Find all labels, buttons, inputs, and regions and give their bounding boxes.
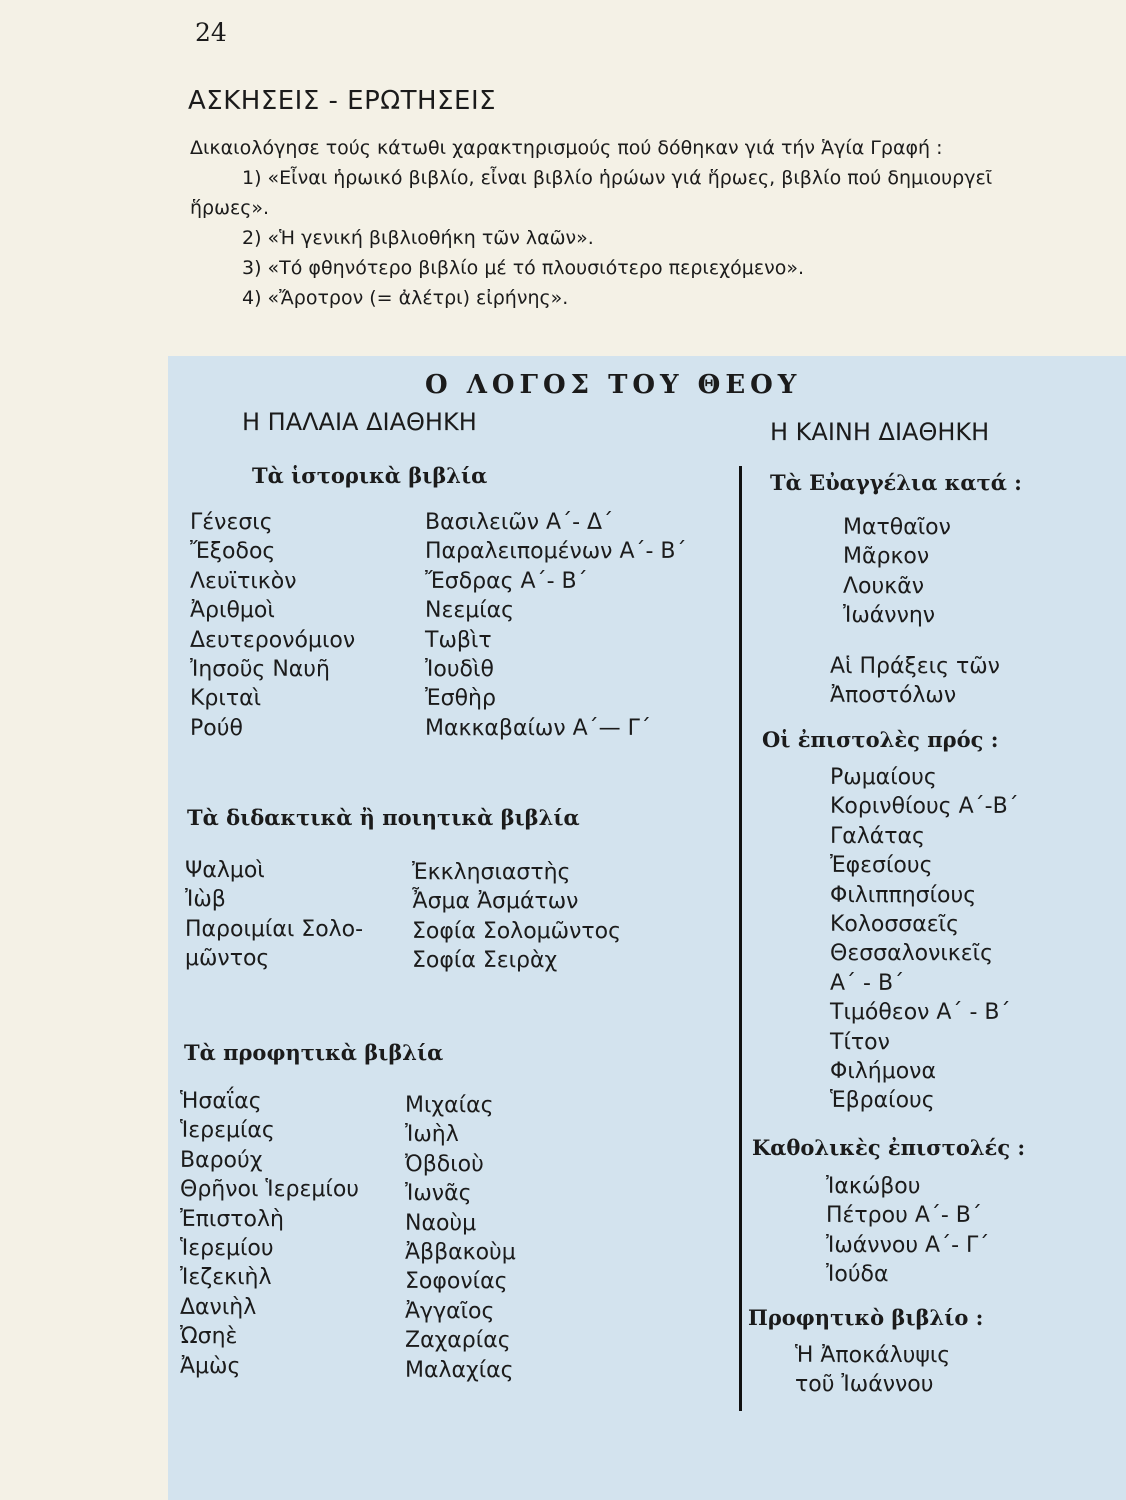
epistle: Φιλιππησίους (830, 882, 977, 908)
didactic-book: Παροιμίαι Σολο- (185, 916, 364, 942)
gospels-label: Τὰ Εὐαγγέλια κατά : (770, 470, 1022, 495)
prophetic-book: Σοφονίας (405, 1269, 508, 1295)
catholic-epistle: Ἰωάννου Α΄- Γ΄ (826, 1232, 990, 1258)
catholic-epistle: Πέτρου Α΄- Β΄ (826, 1203, 982, 1229)
old-testament-title: Η ΠΑΛΑΙΑ ΔΙΑΘΗΚΗ (242, 408, 477, 436)
column-divider (739, 466, 742, 1411)
prophetic-book: Ἐπιστολὴ (180, 1206, 284, 1232)
prophetic-books-label: Τὰ προφητικὰ βιβλία (184, 1040, 444, 1065)
exercises-text (190, 133, 1050, 313)
prophetic-book-line: τοῦ Ἰωάννου (795, 1372, 934, 1398)
prophetic-book: Ἱερεμίου (180, 1235, 274, 1261)
prophetic-book: Ναοὺμ (405, 1210, 477, 1236)
epistle: Κορινθίους Α΄-Β΄ (830, 794, 1019, 820)
historical-book: Ἐσθὴρ (425, 686, 496, 712)
prophetic-book: Ζαχαρίας (405, 1328, 511, 1354)
didactic-book: Ἆσμα Ἀσμάτων (412, 889, 579, 915)
epistle: Α΄ - Β΄ (830, 970, 905, 996)
gospel: Μᾶρκον (843, 544, 930, 570)
exercise-item: 1) «Εἶναι ἡρωικό βιβλίο, εἶναι βιβλίο ἡρώων γιά ἥρωες, βιβλίο πού δημιουργεῖ ἥρωες». (190, 167, 993, 219)
historical-book: Ἰησοῦς Ναυῆ (190, 656, 330, 682)
prophetic-book: Δανιὴλ (180, 1294, 257, 1320)
historical-book: Ἔσδρας Α΄- Β΄ (425, 568, 588, 594)
didactic-book: Ἐκκλησιαστὴς (412, 860, 571, 885)
historical-book: Τωβὶτ (425, 627, 492, 653)
epistle: Γαλάτας (830, 823, 925, 849)
chart-title: Ο ΛΟΓΟΣ ΤΟΥ ΘΕΟΥ (425, 370, 802, 400)
catholic-epistles-list (826, 1172, 989, 1290)
didactic-book: Ἰὼβ (185, 887, 226, 913)
prophetic-books-col2 (405, 1091, 516, 1385)
acts-line: Ἀποστόλων (830, 683, 957, 709)
epistle: Ἑβραίους (830, 1088, 935, 1114)
exercise-item: 2) «Ἡ γενική βιβλιοθήκη τῶν λαῶν». (242, 227, 594, 249)
historical-book: Μακκαβαίων Α΄— Γ΄ (425, 715, 651, 741)
historical-books-col1 (190, 508, 355, 743)
didactic-book: Σοφία Σολομῶντος (412, 918, 621, 944)
didactic-book: Ψαλμοὶ (185, 858, 265, 883)
historical-book: Παραλειπομένων Α΄- Β΄ (425, 539, 687, 565)
didactic-book: μῶντος (185, 946, 270, 972)
gospel: Ματθαῖον (843, 515, 951, 540)
epistle: Ρωμαίους (830, 765, 937, 790)
prophetic-book: Ἰωὴλ (405, 1122, 459, 1148)
historical-book: Λευϊτικὸν (190, 568, 297, 594)
prophetic-book-label: Προφητικὸ βιβλίο : (748, 1305, 984, 1330)
page-number: 24 (195, 18, 227, 47)
prophetic-book: Ἀμὼς (180, 1353, 241, 1379)
prophetic-book: Βαρούχ (180, 1147, 263, 1173)
catholic-epistle: Ἰακώβου (826, 1174, 921, 1199)
epistles-list (830, 763, 1019, 1116)
historical-book: Νεεμίας (425, 598, 515, 624)
catholic-epistles-label: Καθολικὲς ἐπιστολές : (752, 1135, 1026, 1160)
didactic-books-col1 (185, 856, 363, 974)
historical-books-col2 (425, 508, 687, 743)
prophetic-book: Ἡσαΐας (180, 1089, 262, 1114)
historical-book: Ἰουδὶθ (425, 656, 494, 682)
epistle: Θεσσαλονικεῖς (830, 941, 994, 967)
gospel: Λουκᾶν (843, 573, 924, 599)
prophetic-book-line: Ἡ Ἀποκάλυψις (795, 1343, 951, 1368)
epistle: Τιμόθεον Α΄ - Β΄ (830, 1000, 1011, 1026)
epistle: Κολοσσαεῖς (830, 911, 960, 937)
historical-books-label: Τὰ ἱστορικὰ βιβλία (252, 463, 488, 488)
gospels-list (843, 513, 951, 631)
epistle: Ἐφεσίους (830, 853, 933, 879)
didactic-books-label: Τὰ διδακτικὰ ἢ ποιητικὰ βιβλία (187, 805, 580, 830)
epistles-label: Οἱ ἐπιστολὲς πρός : (762, 727, 999, 752)
historical-book: Κριταὶ (190, 686, 262, 712)
historical-book: Βασιλειῶν Α΄- Δ΄ (425, 510, 614, 535)
prophetic-book: Ἀββακοὺμ (405, 1239, 516, 1265)
acts-line: Αἱ Πράξεις τῶν (830, 654, 1000, 679)
revelation (795, 1341, 950, 1400)
prophetic-book: Ἰωνᾶς (405, 1181, 472, 1207)
historical-book: Ἀριθμοὶ (190, 598, 275, 624)
didactic-book: Σοφία Σειρὰχ (412, 948, 558, 974)
historical-book: Ρούθ (190, 715, 243, 741)
exercises-heading: ΑΣΚΗΣΕΙΣ - ΕΡΩΤΗΣΕΙΣ (188, 86, 497, 116)
catholic-epistle: Ἰούδα (826, 1262, 889, 1288)
historical-book: Ἔξοδος (190, 539, 276, 565)
prophetic-book: Μιχαίας (405, 1093, 494, 1118)
exercise-item: 3) «Τό φθηνότερο βιβλίο μέ τό πλουσιότερο περιεχόμενο». (242, 257, 804, 279)
epistle: Τίτον (830, 1029, 890, 1055)
prophetic-books-col1 (180, 1087, 359, 1381)
prophetic-book: Θρῆνοι Ἱερεμίου (180, 1177, 360, 1203)
exercises-intro: Δικαιολόγησε τούς κάτωθι χαρακτηρισμούς πού δόθηκαν γιά τήν Ἁγία Γραφή : (190, 137, 943, 159)
prophetic-book: Ὀβδιοὺ (405, 1151, 484, 1177)
exercise-item: 4) «Ἄροτρον (= ἀλέτρι) εἰρήνης». (242, 287, 569, 309)
new-testament-title: Η ΚΑΙΝΗ ΔΙΑΘΗΚΗ (770, 418, 990, 446)
epistle: Φιλήμονα (830, 1058, 936, 1084)
historical-book: Γένεσις (190, 510, 273, 535)
prophetic-book: Ὠσηὲ (180, 1324, 238, 1350)
historical-book: Δευτερονόμιον (190, 627, 356, 653)
prophetic-book: Ἰεζεκιὴλ (180, 1265, 272, 1291)
acts (830, 652, 1000, 711)
prophetic-book: Ἱερεμίας (180, 1118, 275, 1144)
prophetic-book: Ἀγγαῖος (405, 1298, 495, 1324)
didactic-books-col2 (412, 858, 621, 976)
gospel: Ἰωάννην (843, 603, 936, 629)
prophetic-book: Μαλαχίας (405, 1357, 514, 1383)
